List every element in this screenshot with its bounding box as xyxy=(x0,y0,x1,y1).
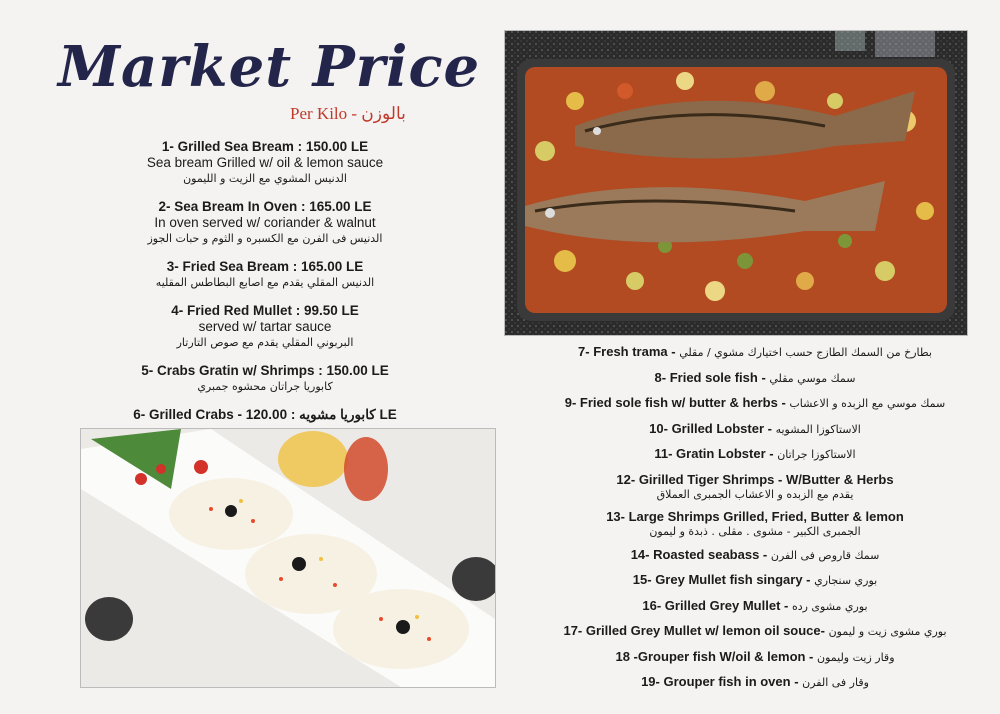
left-menu-list xyxy=(90,138,440,435)
menu-item-arabic: بوري مشوى رده xyxy=(791,599,868,613)
menu-item-title: 1- Grilled Sea Bream : 150.00 LE xyxy=(161,139,369,154)
crab-gratin-illustration xyxy=(81,429,495,687)
menu-item-desc: In oven served w/ coriander & walnut xyxy=(154,215,376,230)
menu-item-arabic: سمك موسي مع الزبده و الاعشاب xyxy=(789,397,946,410)
menu-item-desc: served w/ tartar sauce xyxy=(198,319,332,334)
menu-item-arabic: بوري مشوى زيت و ليمون xyxy=(828,625,947,638)
menu-item-arabic: الجمبرى الكبير - مشوى . مقلى . ذبدة و ليمون xyxy=(649,525,861,538)
menu-item xyxy=(520,344,990,361)
grilled-fish-photo xyxy=(504,30,968,336)
menu-item xyxy=(520,598,990,615)
menu-item-title: 13- Large Shrimps Grilled, Fried, Butter & lemon xyxy=(606,509,904,524)
menu-item xyxy=(520,472,990,501)
menu-item-arabic: الاستاكوزا المشويه xyxy=(775,422,861,436)
menu-item-title: 15- Grey Mullet fish singary - xyxy=(632,572,815,587)
menu-item xyxy=(90,138,440,186)
menu-item-title: 17- Grilled Grey Mullet w/ lemon oil souce- xyxy=(563,623,829,638)
menu-item-title: 10- Grilled Lobster - xyxy=(649,420,776,436)
menu-item-title: 6- Grilled Crabs - كابوريا مشويه : 120.00 LE xyxy=(133,407,397,422)
menu-item xyxy=(520,421,990,438)
menu-item-title: 8- Fried sole fish - xyxy=(654,369,770,385)
menu-item-title: 7- Fresh trama - xyxy=(578,344,680,359)
menu-item-desc: Sea bream Grilled w/ oil & lemon sauce xyxy=(146,155,384,170)
menu-item xyxy=(520,370,990,387)
page-title: Market Price xyxy=(58,34,481,100)
menu-item-title: 3- Fried Sea Bream : 165.00 LE xyxy=(166,259,364,274)
page-subtitle: Per Kilo - بالوزن xyxy=(290,104,406,123)
menu-item-title: 14- Roasted seabass - xyxy=(630,546,771,562)
menu-item xyxy=(520,547,990,564)
menu-item-title: 11- Gratin Lobster - xyxy=(654,446,778,461)
menu-item-arabic: الدنيس المقلي يقدم مع اصابع البطاطس المقليه xyxy=(155,276,375,289)
menu-item-title: 19- Grouper fish in oven - xyxy=(641,674,803,689)
menu-item xyxy=(520,572,990,589)
menu-item-arabic: يقدم مع الزبده و الاعشاب الجمبرى العملاق xyxy=(656,487,854,501)
menu-item-arabic: بطارخ من السمك الطازج حسب اختيارك مشوي / مقلي xyxy=(679,346,932,359)
menu-item xyxy=(520,674,990,691)
menu-item-arabic: بوري سنجاري xyxy=(814,574,878,587)
crab-gratin-photo xyxy=(80,428,496,688)
menu-item-arabic: البربوني المقلي يقدم مع صوص التارتار xyxy=(176,336,354,349)
menu-item xyxy=(520,623,990,640)
menu-item xyxy=(90,406,440,423)
menu-item-title: 2- Sea Bream In Oven : 165.00 LE xyxy=(158,199,372,214)
menu-item-title: 18 -Grouper fish W/oil & lemon - xyxy=(615,648,817,664)
menu-item xyxy=(520,509,990,538)
menu-item xyxy=(520,446,990,463)
menu-item-arabic: كابوريا جراتان محشوه جمبري xyxy=(197,380,333,393)
menu-item-title: 5- Crabs Gratin w/ Shrimps : 150.00 LE xyxy=(141,363,389,378)
menu-item-arabic: الاستاكوزا جراتان xyxy=(777,448,856,461)
menu-item xyxy=(90,198,440,246)
menu-item-arabic: الدنيس فى الفرن مع الكسبره و الثوم و حبات الجوز xyxy=(147,232,383,245)
menu-item xyxy=(520,649,990,666)
menu-item-arabic: سمك موسي مقلي xyxy=(769,371,856,385)
menu-item-arabic: سمك قاروص فى الفرن xyxy=(770,548,880,562)
right-menu-list xyxy=(520,344,990,700)
menu-item xyxy=(520,395,990,412)
menu-item-arabic: وقار فى الفرن xyxy=(802,676,869,689)
menu-item-title: 4- Fried Red Mullet : 99.50 LE xyxy=(171,303,359,318)
menu-item xyxy=(90,362,440,394)
menu-item xyxy=(90,258,440,290)
menu-item-title: 9- Fried sole fish w/ butter & herbs - xyxy=(564,395,790,410)
menu-item xyxy=(90,302,440,350)
menu-item-title: 12- Girilled Tiger Shrimps - W/Butter & Herbs xyxy=(616,471,894,487)
grilled-fish-illustration xyxy=(505,31,967,335)
menu-item-arabic: الدنيس المشوي مع الزيت و الليمون xyxy=(183,172,347,185)
menu-item-arabic: وقار زيت وليمون xyxy=(817,650,895,664)
menu-item-title: 16- Grilled Grey Mullet - xyxy=(642,597,792,613)
